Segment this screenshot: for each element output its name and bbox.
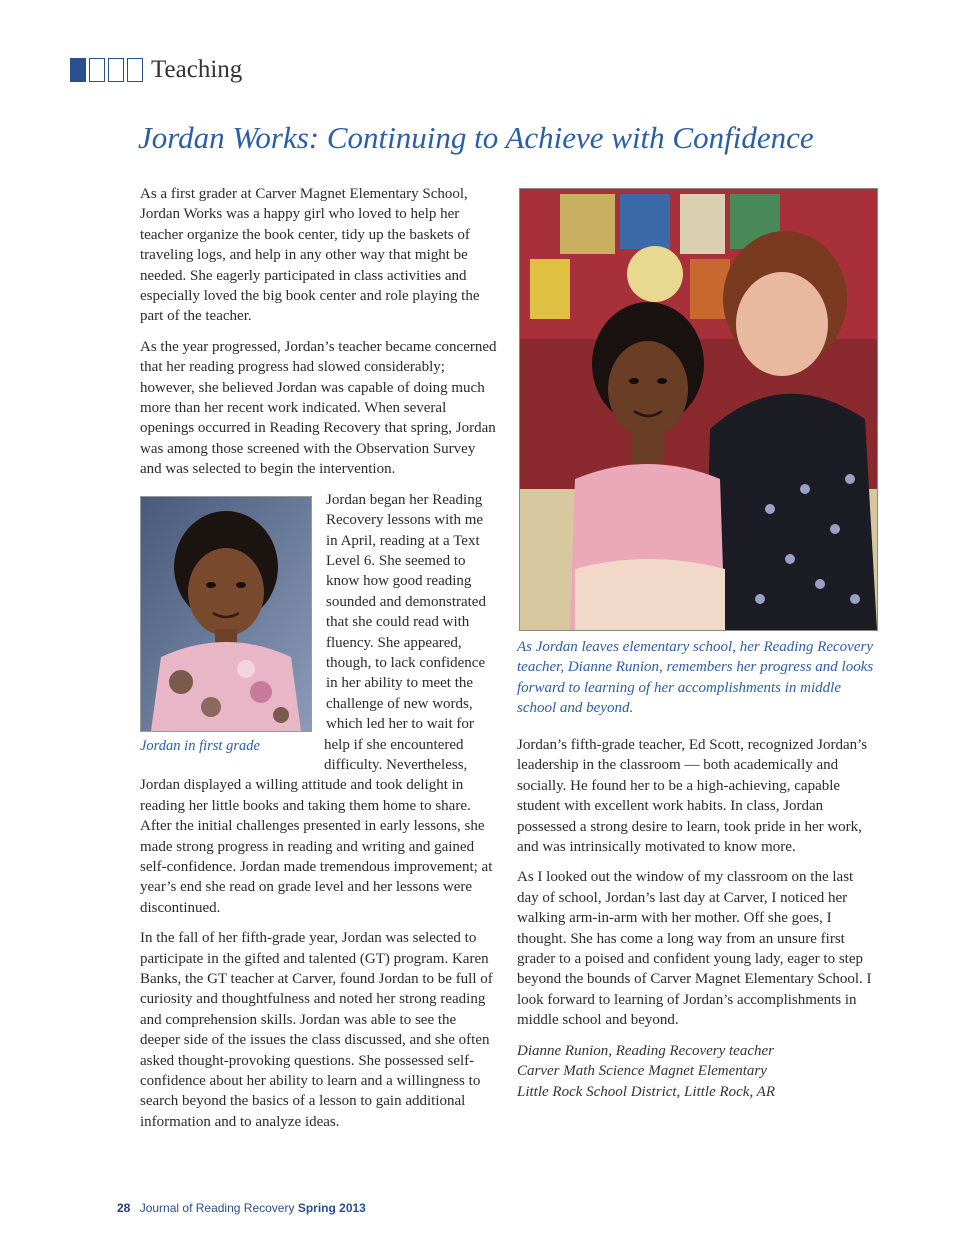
page-number: 28 bbox=[117, 1201, 131, 1215]
photo-jordan-and-teacher bbox=[519, 188, 878, 631]
issue-season: Spring 2013 bbox=[297, 1201, 366, 1215]
page-footer bbox=[117, 1201, 366, 1215]
paragraph: As I looked out the window of my classroom on the last day of school, Jordan’s last day at Carver, I noticed her walking arm-in-arm with her mother. Off she goes, I thought. She has come a long way from an unsure first grader to a poised and confident young lady, eager to step beyond the bounds of Carver Magnet Elementary School. I look forward to learning of Jordan’s accomplishments in middle school and beyond. bbox=[517, 869, 872, 1029]
journal-name: Journal of Reading Recovery bbox=[139, 1201, 295, 1215]
signature-line: Little Rock School District, Little Rock, AR bbox=[517, 1083, 776, 1100]
section-label: Teaching bbox=[151, 56, 243, 83]
paragraph: Jordan’s fifth-grade teacher, Ed Scott, recognized Jordan’s leadership in the classroom — both academically and socially. He found her to be a high-achieving, capable student with excellent work habits. In class, Jordan possessed a strong desire to learn, took pride in her work, and was intrinsically motivated to know more. bbox=[517, 737, 868, 856]
photo-caption: Jordan in first grade bbox=[140, 737, 260, 754]
paragraph: As the year progressed, Jordan’s teacher became concerned that her reading progress had slowed considerably; however, she believed Jordan was capable of doing much more than her recent work indicated. When several openings occurred in Reading Recovery that spring, Jordan was among those screened with the Observation Survey and was selected to begin the intervention. bbox=[140, 338, 497, 478]
portrait-photo-icon bbox=[141, 497, 311, 731]
article-title: Jordan Works: Continuing to Achieve with Confidence bbox=[138, 120, 814, 155]
paragraph: As a first grader at Carver Magnet Elementary School, Jordan Works was a happy girl who loved to help her teacher organize the book center, tidy up the baskets of traveling logs, and help in any other way that might be needed. She eagerly participated in class activities and especially loved the big book center and role playing the part of the teacher. bbox=[140, 186, 480, 325]
group-photo-icon bbox=[520, 189, 877, 630]
left-column bbox=[140, 184, 498, 1142]
photo-caption: As Jordan leaves elementary school, her Reading Recovery teacher, Dianne Runion, remembers her progress and looks forward to learning of her accomplishments in middle school and beyond. bbox=[517, 639, 874, 717]
paragraph: Jordan began her Reading Recovery lessons with me in April, reading at a Text Level 6. She seemed to know how good reading sounded and demonstrated that she could read with fluency. She appeared, though, to lack confidence in her ability to meet the challenge of new words, which led her to wait for help if she encountered difficulty. Nevertheless, Jordan displayed a willing attitude and took delight in reading her little books and taking them home to share. After the initial challenges presented in early lessons, she made strong progress in reading and writing and gained self-confidence. Jordan made tremendous improvement; at year’s end she read on grade level and her lessons were discontinued. bbox=[140, 491, 493, 916]
signature-line: Carver Math Science Magnet Elementary bbox=[517, 1063, 767, 1080]
author-signature bbox=[517, 1041, 877, 1102]
signature-line: Dianne Runion, Reading Recovery teacher bbox=[517, 1042, 774, 1059]
photo-jordan-first-grade bbox=[140, 496, 312, 732]
section-boxes-icon bbox=[70, 58, 143, 82]
section-header bbox=[70, 56, 242, 84]
paragraph: In the fall of her fifth-grade year, Jordan was selected to participate in the gifted and talented (GT) program. Karen Banks, the GT teacher at Carver, found Jordan to be full of curiosity and thoughtfulness and noted her strong reading and comprehension skills. Jordan was able to see the deeper side of the issues the class discussed, and she often asked thought-provoking questions. She possessed self-confidence about her ability to learn and a willingness to search beyond the basics of a lesson to gain additional information and to analyze ideas. bbox=[140, 930, 493, 1130]
right-column bbox=[517, 735, 877, 1102]
